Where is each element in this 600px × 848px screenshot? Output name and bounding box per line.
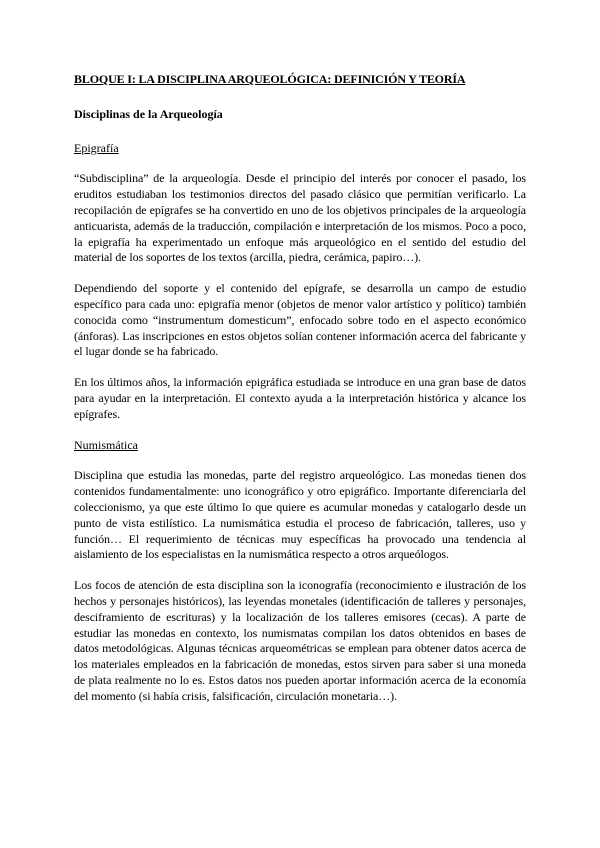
paragraph: “Subdisciplina” de la arqueología. Desde el principio del interés por conocer el pasado, los eruditos estudiaban los testimonios directos del pasado clásico que permitían verificarlo. La recopilación de epígrafes se ha convertido en uno de los objetivos principales de la arqueología anticuarista, además de la traducción, compilación e interpretación de los mismos. Poco a poco, la epigrafía ha experimentado un enfoque más arqueológico en el sentido del estudio del material de los soportes de los textos (arcilla, piedra, cerámica, papiro…).	[74, 171, 526, 265]
section-heading-epigrafia: Epigrafía	[74, 140, 119, 155]
section-epigrafia	[74, 141, 526, 423]
section-numismatica	[74, 438, 526, 705]
paragraph: Dependiendo del soporte y el contenido del epígrafe, se desarrolla un campo de estudio específico para cada uno: epigrafía menor (objetos de menor valor artístico y político) también conocida como “instrumentum domesticum”, enfocado sobre todo en el aspecto económico (ánforas). Las inscripciones en estos objetos solían contener información acerca del fabricante y el lugar donde se ha fabricado.	[74, 281, 526, 359]
document-title: BLOQUE I: LA DISCIPLINA ARQUEOLÓGICA: DEFINICIÓN Y TEORÍA	[74, 72, 466, 86]
paragraph: En los últimos años, la información epigráfica estudiada se introduce en una gran base de datos para ayudar en la interpretación. El contexto ayuda a la interpretación histórica y alcance los epígrafes.	[74, 375, 526, 421]
paragraph: Los focos de atención de esta disciplina son la iconografía (reconocimiento e ilustración de los hechos y personajes históricos), las leyendas monetales (identificación de talleres y personajes, desciframiento de escrituras) y la localización de los talleres emisores (cecas). A parte de estudiar las monedas en contexto, los numismatas compilan los datos obtenidos en bases de datos metodológicas. Algunas técnicas arqueométricas se emplean para obtener datos acerca de los materiales empleados en la fabricación de monedas, estos sirven para saber si una moneda de plata realmente no lo es. Estos datos nos pueden aportar información acerca de la economía del momento (si había crisis, falsificación, circulación monetaria…).	[74, 578, 526, 703]
section-heading-numismatica: Numismática	[74, 437, 138, 452]
paragraph: Disciplina que estudia las monedas, parte del registro arqueológico. Las monedas tienen dos contenidos fundamentalmente: uno iconográfico y otro epigráfico. Importante diferenciarla del coleccionismo, ya que este último lo que quiere es acumular monedas y catalogarlo desde un punto de vista estilístico. La numismática estudia el proceso de fabricación, talleres, uso y función… El requerimiento de técnicas muy específicas ha provocado una tendencia al aislamiento de los especialistas en la numismática respecto a otros arqueólogos.	[74, 468, 526, 562]
document-page	[74, 72, 526, 720]
section-subtitle: Disciplinas de la Arqueología	[74, 106, 223, 121]
